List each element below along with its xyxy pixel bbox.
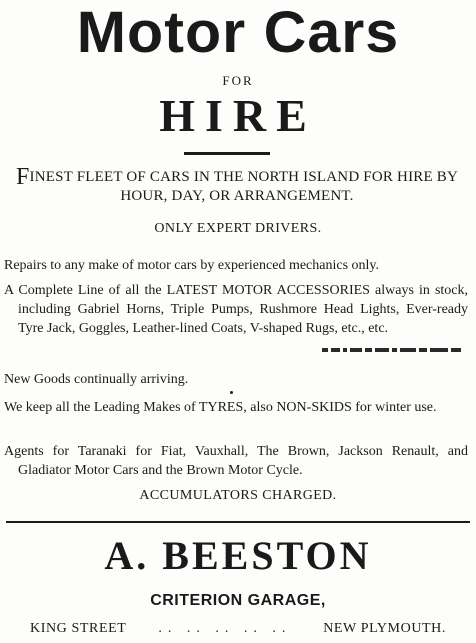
town-name: NEW PLYMOUTH.: [323, 621, 446, 636]
garage-name: CRITERION GARAGE,: [150, 592, 326, 609]
print-speck: [230, 391, 233, 394]
street-name: KING STREET: [30, 621, 127, 636]
accumulators-line: ACCUMULATORS CHARGED.: [139, 488, 337, 503]
repairs-paragraph: Repairs to any make of motor cars by experienced mechanics only.: [4, 258, 380, 273]
drop-initial: F: [15, 164, 30, 190]
fleet-paragraph: [6, 164, 468, 206]
leader-dots: .. .. .. .. ..: [158, 621, 292, 636]
address-line: [30, 621, 446, 637]
for-label: FOR: [222, 73, 254, 88]
divider-rule: [184, 152, 270, 155]
proprietor-name: A. BEESTON: [104, 533, 372, 578]
headline: Motor Cars: [76, 0, 400, 65]
agents-paragraph: Agents for Taranaki for Fiat, Vauxhall, The Brown, Jackson Renault, and Gladiator Motor Cars and the Brown Motor Cycle.: [4, 444, 468, 478]
expert-drivers-line: ONLY EXPERT DRIVERS.: [154, 221, 322, 236]
fleet-text: INEST FLEET OF CARS IN THE NORTH ISLAND FOR HIRE BY HOUR, DAY, OR ARRANGEMENT.: [29, 169, 459, 204]
tyres-paragraph: We keep all the Leading Makes of TYRES, also NON-SKIDS for winter use.: [4, 400, 437, 415]
new-goods-paragraph: New Goods continually arriving.: [4, 372, 189, 387]
print-smudge: [322, 341, 472, 355]
bottom-rule: [6, 521, 470, 523]
accessories-paragraph: A Complete Line of all the LATEST MOTOR ACCESSORIES always in stock, including Gabriel Horns, Triple Pumps, Rushmore Head Lights, Ever-ready Tyre Jack, Goggles, Leather-lined Coats, V-shaped Rugs, etc., etc.: [4, 283, 468, 336]
hire-title: HIRE: [159, 90, 317, 141]
